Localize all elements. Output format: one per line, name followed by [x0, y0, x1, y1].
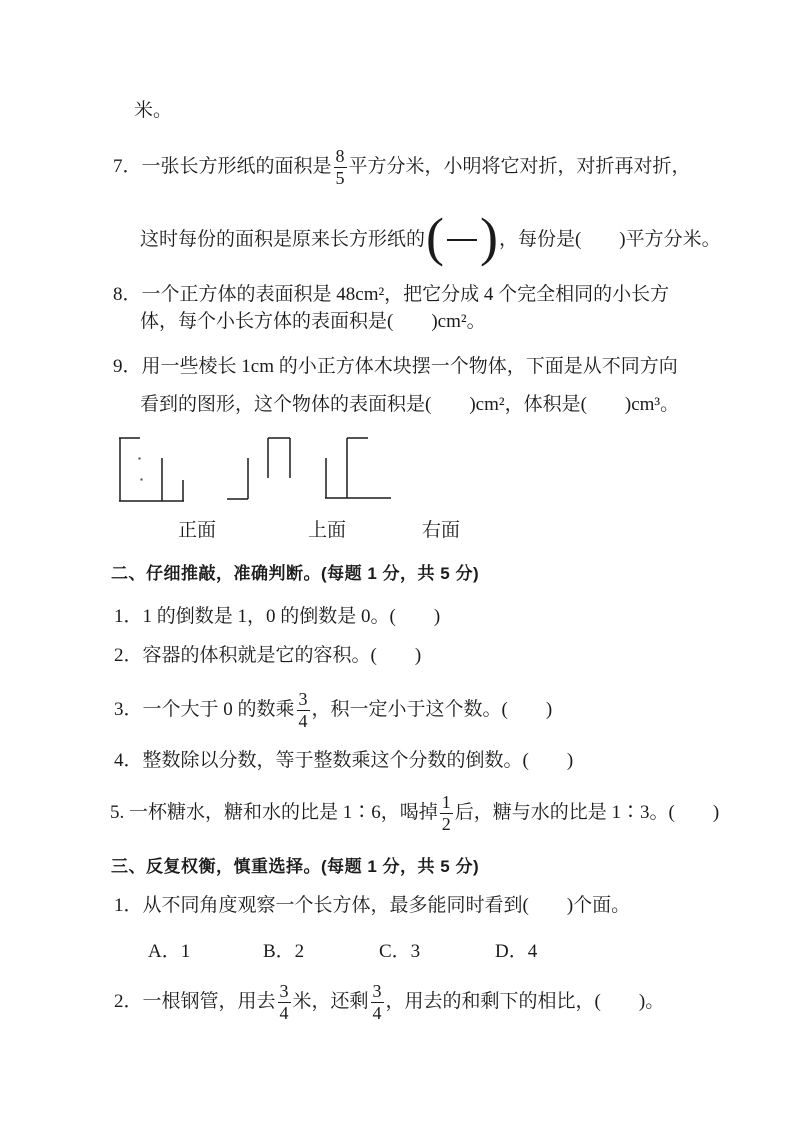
question-number: 9．	[113, 356, 142, 377]
open-paren: (	[426, 207, 444, 268]
section-3-heading: 三、反复权衡，慎重选择。(每题 1 分，共 5 分)	[111, 857, 480, 876]
question-8-line-2: 体，每个小长方体的表面积是( )cm²。	[140, 311, 486, 332]
question-text: 米，还剩	[292, 991, 369, 1012]
choice-b: B．2	[263, 941, 305, 962]
question-text: 用一些棱长 1cm 的小正方体木块摆一个物体，下面是从不同方向	[141, 356, 678, 377]
question6-continuation: 米。	[134, 100, 173, 121]
section2-item-3	[114, 685, 552, 735]
choice-a: A．1	[148, 941, 191, 962]
section-2-heading: 二、仔细推敲，准确判断。(每题 1 分，共 5 分)	[111, 564, 480, 583]
question-number: 3．	[114, 699, 143, 720]
close-paren: )	[480, 207, 498, 268]
fraction-bar	[447, 239, 477, 241]
fraction-numerator: 1	[441, 792, 451, 813]
section3-item-1: 1．从不同角度观察一个长方体，最多能同时看到( )个面。	[114, 895, 631, 916]
question-7-line-2	[140, 207, 721, 270]
question-text: 平方分米，小明将它对折，对折再对折，	[348, 156, 691, 177]
question-text: 一个大于 0 的数乘	[142, 699, 295, 720]
section2-item-4: 4．整数除以分数，等于整数乘这个分数的倒数。( )	[114, 750, 574, 771]
fraction-denominator: 4	[298, 710, 308, 731]
question-text: 这时每份的面积是原来长方形纸的	[140, 229, 426, 250]
fraction-8-5	[334, 146, 347, 187]
question-number: 5.	[110, 802, 125, 823]
blank-fraction	[426, 207, 498, 270]
question-number: 2．	[114, 991, 143, 1012]
section2-item-5	[110, 788, 719, 838]
fraction-numerator: 3	[298, 689, 308, 710]
question-9-line-2: 看到的图形，这个物体的表面积是( )cm²，体积是( )cm³。	[140, 394, 680, 415]
fraction-denominator: 2	[441, 813, 451, 834]
front-view-figure	[119, 438, 184, 501]
fraction-3-4	[297, 689, 310, 730]
top-view-figure	[227, 438, 290, 499]
question-text: 一根钢管，用去	[142, 991, 276, 1012]
right-view-label: 右面	[422, 520, 461, 541]
right-view-figure	[325, 438, 391, 498]
question-number: 7．	[113, 156, 142, 177]
question-text: 一杯糖水，糖和水的比是 1∶6，喝掉	[124, 802, 438, 823]
fraction-3-4	[371, 981, 384, 1022]
question-text: 一个正方体的表面积是 48cm²，把它分成 4 个完全相同的小长方	[141, 284, 670, 305]
fraction-denominator: 4	[279, 1002, 289, 1023]
fraction-numerator: 3	[372, 981, 382, 1002]
three-views-diagram	[0, 425, 793, 515]
fraction-numerator: 3	[279, 981, 289, 1002]
question-text: ，积一定小于这个数。( )	[311, 699, 553, 720]
fraction-numerator: 8	[335, 146, 345, 167]
top-view-label: 上面	[308, 520, 347, 541]
fraction-1-2	[440, 792, 453, 833]
question-text: ，用去的和剩下的相比，( )。	[385, 991, 665, 1012]
choice-d: D．4	[495, 941, 538, 962]
question-text: 一张长方形纸的面积是	[141, 156, 332, 177]
question-number: 8．	[113, 284, 142, 305]
front-view-label: 正面	[178, 520, 217, 541]
fraction-denominator: 4	[372, 1002, 382, 1023]
choice-c: C．3	[379, 941, 421, 962]
section3-item-2	[114, 977, 664, 1027]
question-7-line-1	[113, 141, 691, 193]
question-9-line-1	[113, 354, 678, 380]
section2-item-2: 2．容器的体积就是它的容积。( )	[114, 645, 422, 666]
question-text: 后，糖与水的比是 1∶3。( )	[454, 802, 720, 823]
question-8-line-1	[113, 282, 669, 308]
fraction-3-4	[278, 981, 291, 1022]
section2-item-1: 1．1 的倒数是 1，0 的倒数是 0。( )	[114, 606, 441, 627]
fraction-denominator: 5	[335, 167, 345, 188]
question-text: ，每份是( )平方分米。	[498, 229, 721, 250]
